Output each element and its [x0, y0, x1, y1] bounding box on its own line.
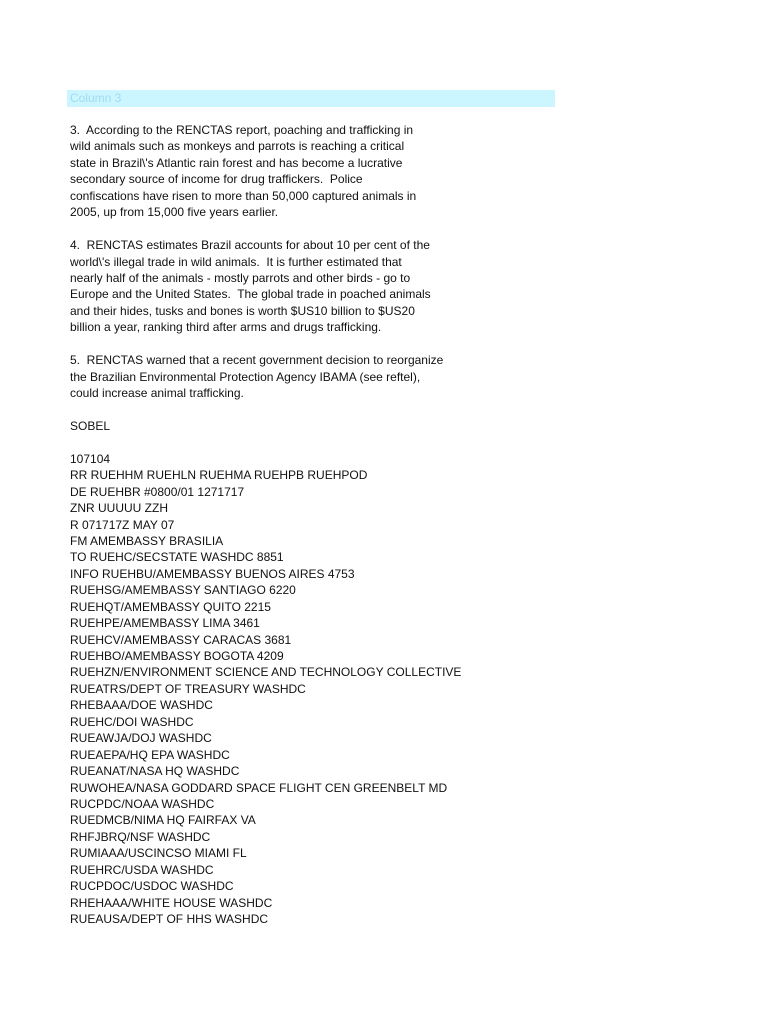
text-line: confiscations have risen to more than 50,000 captured animals in	[70, 188, 417, 203]
routing-line: RUEHBO/AMEMBASSY BOGOTA 4209	[70, 649, 284, 663]
routing-line: RUMIAAA/USCINCSO MIAMI FL	[70, 846, 247, 861]
routing-line: RUEHPE/AMEMBASSY LIMA 3461	[70, 616, 260, 631]
routing-line: RUCPDOC/USDOC WASHDC	[70, 879, 234, 894]
text-line: 4. RENCTAS estimates Brazil accounts for about 10 per cent of the	[70, 238, 430, 253]
text-line: billion a year, ranking third after arms and drugs trafficking.	[70, 320, 382, 335]
text-line: world\'s illegal trade in wild animals. It is further estimated that	[70, 254, 402, 269]
blank-line	[70, 336, 730, 352]
blank-line	[70, 401, 730, 417]
text-line: 2005, up from 15,000 five years earlier.	[70, 205, 279, 220]
routing-line: RUEHZN/ENVIRONMENT SCIENCE AND TECHNOLOGY COLLECTIVE	[70, 665, 462, 680]
routing-line: RUEDMCB/NIMA HQ FAIRFAX VA	[70, 813, 256, 828]
routing-line: RUEATRS/DEPT OF TREASURY WASHDC	[70, 681, 306, 696]
text-line: 5. RENCTAS warned that a recent government decision to reorganize	[70, 353, 444, 368]
routing-line: DE RUEHBR #0800/01 1271717	[70, 484, 245, 499]
routing-line: R 071717Z MAY 07	[70, 517, 175, 532]
text-line: state in Brazil\'s Atlantic rain forest and has become a lucrative	[70, 155, 403, 170]
routing-line: RUEAWJA/DOJ WASHDC	[70, 731, 212, 746]
column-header-label: Column 3	[70, 91, 122, 105]
routing-line: RUWOHEA/NASA GODDARD SPACE FLIGHT CEN GREENBELT MD	[70, 780, 448, 795]
routing-line: RHEHAAA/WHITE HOUSE WASHDC	[70, 895, 273, 910]
routing-line: RUEAUSA/DEPT OF HHS WASHDC	[70, 912, 269, 926]
text-line: Europe and the United States. The global trade in poached animals	[70, 287, 431, 302]
signature-name: SOBEL	[70, 418, 111, 433]
text-line: and their hides, tusks and bones is worth $US10 billion to $US20	[70, 303, 415, 318]
text-line: 3. According to the RENCTAS report, poaching and trafficking in	[70, 123, 414, 137]
routing-line: RHFJBRQ/NSF WASHDC	[70, 829, 211, 844]
routing-line: RHEBAAA/DOE WASHDC	[70, 698, 213, 713]
routing-line: RR RUEHHM RUEHLN RUEHMA RUEHPB RUEHPOD	[70, 468, 368, 483]
routing-line: RUEHRC/USDA WASHDC	[70, 862, 214, 877]
text-line: secondary source of income for drug traffickers. Police	[70, 172, 363, 187]
text-line: the Brazilian Environmental Protection Agency IBAMA (see reftel),	[70, 369, 421, 384]
routing-line: RUEHSG/AMEMBASSY SANTIAGO 6220	[70, 583, 296, 598]
routing-line: RUEAEPA/HQ EPA WASHDC	[70, 747, 230, 762]
paragraph-4	[70, 237, 730, 336]
routing-line: 107104	[70, 451, 111, 466]
routing-line: RUCPDC/NOAA WASHDC	[70, 796, 215, 811]
document-body	[70, 122, 730, 927]
paragraph-5	[70, 352, 730, 401]
routing-line: TO RUEHC/SECSTATE WASHDC 8851	[70, 550, 284, 565]
text-line: could increase animal trafficking.	[70, 386, 244, 400]
routing-line: FM AMEMBASSY BRASILIA	[70, 533, 224, 548]
routing-line: INFO RUEHBU/AMEMBASSY BUENOS AIRES 4753	[70, 566, 355, 581]
routing-line: RUEHQT/AMEMBASSY QUITO 2215	[70, 599, 271, 614]
routing-line: RUEHCV/AMEMBASSY CARACAS 3681	[70, 632, 292, 647]
column-header-cell	[67, 90, 555, 107]
signature-block	[70, 418, 730, 434]
text-line: nearly half of the animals - mostly parrots and other birds - go to	[70, 270, 411, 285]
routing-block	[70, 451, 730, 928]
text-line: wild animals such as monkeys and parrots is reaching a critical	[70, 139, 405, 154]
blank-line	[70, 434, 730, 450]
routing-line: ZNR UUUUU ZZH	[70, 501, 168, 516]
routing-line: RUEHC/DOI WASHDC	[70, 714, 194, 729]
routing-line: RUEANAT/NASA HQ WASHDC	[70, 764, 240, 779]
paragraph-3	[70, 122, 730, 221]
blank-line	[70, 221, 730, 237]
